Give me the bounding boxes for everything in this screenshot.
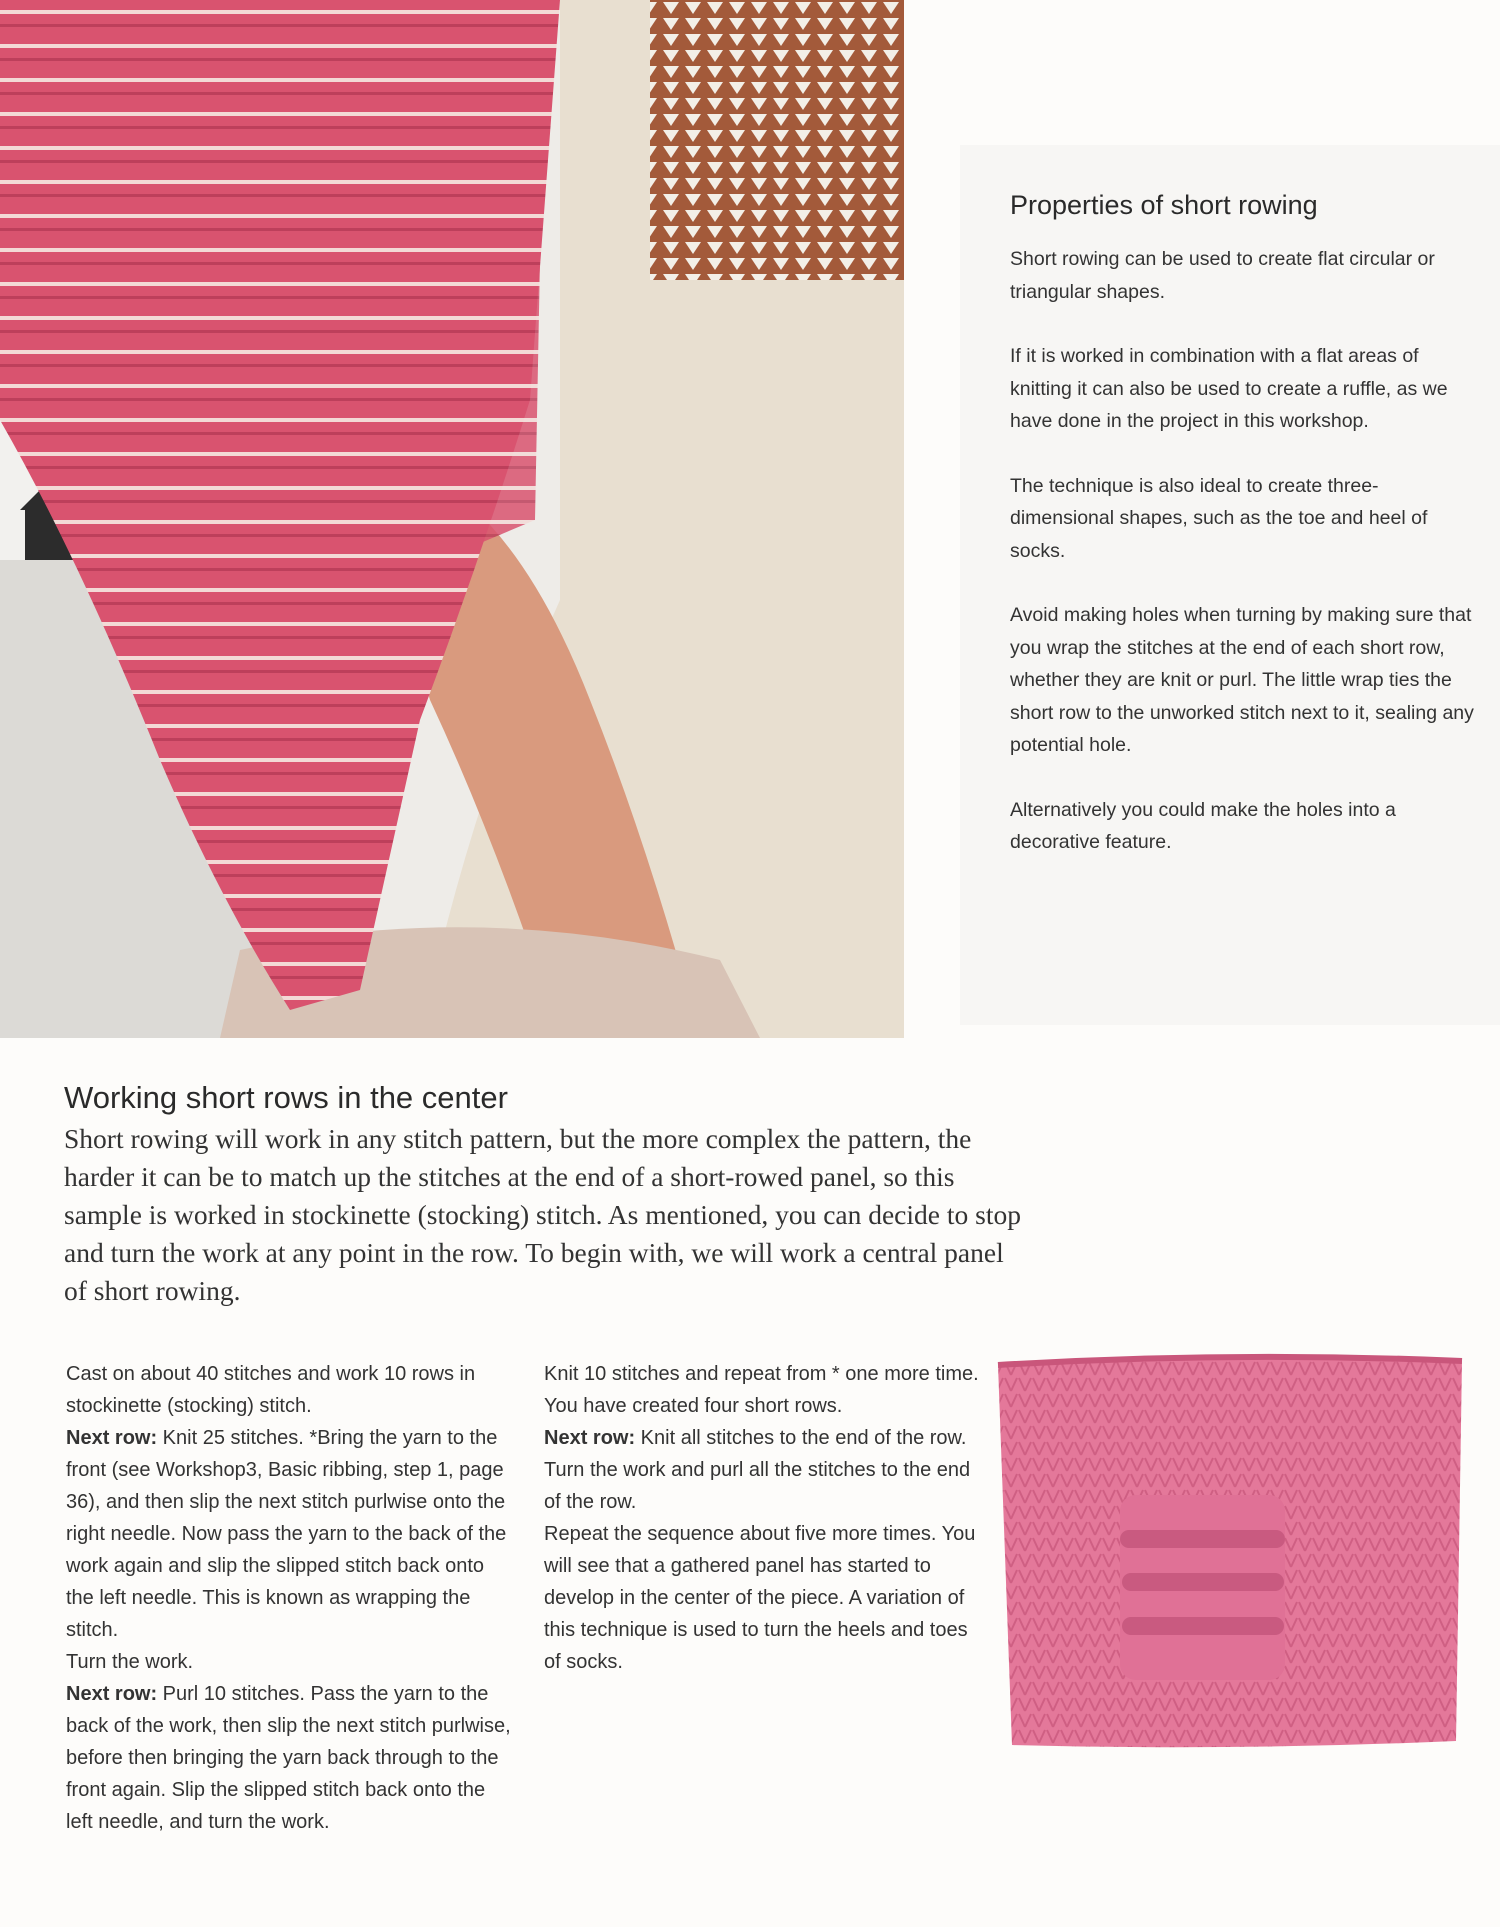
knitted-swatch-image — [990, 1345, 1470, 1755]
instruction-paragraph — [66, 1678, 514, 1838]
sidebar-paragraph: If it is worked in combination with a flat areas of knitting it can also be used to create a ruffle, as we have done in the project in this workshop. — [1010, 345, 1448, 432]
section-title: Working short rows in the center — [64, 1080, 508, 1115]
sidebar-paragraph: Short rowing can be used to create flat circular or triangular shapes. — [1010, 248, 1435, 303]
sidebar-title: Properties of short rowing — [1010, 190, 1318, 220]
instructions-column-1 — [66, 1358, 514, 1838]
step-lead: Next row: — [544, 1427, 636, 1449]
shawl-photo — [0, 0, 904, 1038]
step-text: Purl 10 stitches. Pass the yarn to the back of the work, then slip the next stitch purlwise, before then bringing the yarn back through to the front again. Slip the slipped stitch back onto the left needle, and turn the work. — [66, 1683, 511, 1833]
instruction-paragraph: Turn the work. — [66, 1651, 194, 1673]
step-lead: Next row: — [66, 1683, 158, 1705]
instruction-paragraph: Cast on about 40 stitches and work 10 rows in stockinette (stocking) stitch. — [66, 1363, 476, 1417]
step-lead: Next row: — [66, 1427, 158, 1449]
instructions-column-2 — [544, 1358, 984, 1678]
section-intro: Short rowing will work in any stitch pattern, but the more complex the pattern, the harder it can be to match up the stitches at the end of a short-rowed panel, so this sample is worked in stockinette (stocking) stitch. As mentioned, you can decide to stop and turn the work at any point in the row. To begin with, we will work a central panel of short rowing. — [64, 1123, 1021, 1306]
sidebar-paragraph: The technique is also ideal to create three-dimensional shapes, such as the toe and heel of socks. — [1010, 474, 1428, 562]
instruction-paragraph: Repeat the sequence about five more times. You will see that a gathered panel has started to develop in the center of the piece. A variation of this technique is used to turn the heels and toes of socks. — [544, 1523, 976, 1673]
step-text: Knit 25 stitches. *Bring the yarn to the front (see Workshop3, Basic ribbing, step 1, page 36), and then slip the next stitch purlwise onto the right needle. Now pass the yarn to the back of the work again and slip the slipped stitch back onto the left needle. This is known as wrapping the stitch. — [66, 1427, 507, 1641]
sidebar-paragraph: Avoid making holes when turning by making sure that you wrap the stitches at the end of each short row, whether they are knit or purl. The little wrap ties the short row to the unworked stitch next to it, sealing any potential hole. — [1010, 604, 1474, 756]
properties-sidebar — [1010, 190, 1480, 891]
instruction-paragraph: Knit 10 stitches and repeat from * one more time. You have created four short rows. — [544, 1363, 979, 1417]
instruction-paragraph — [544, 1422, 984, 1518]
step-text: Knit all stitches to the end of the row. Turn the work and purl all the stitches to the end of the row. — [544, 1427, 971, 1513]
sidebar-paragraph: Alternatively you could make the holes into a decorative feature. — [1010, 798, 1396, 853]
instruction-paragraph — [66, 1422, 514, 1646]
